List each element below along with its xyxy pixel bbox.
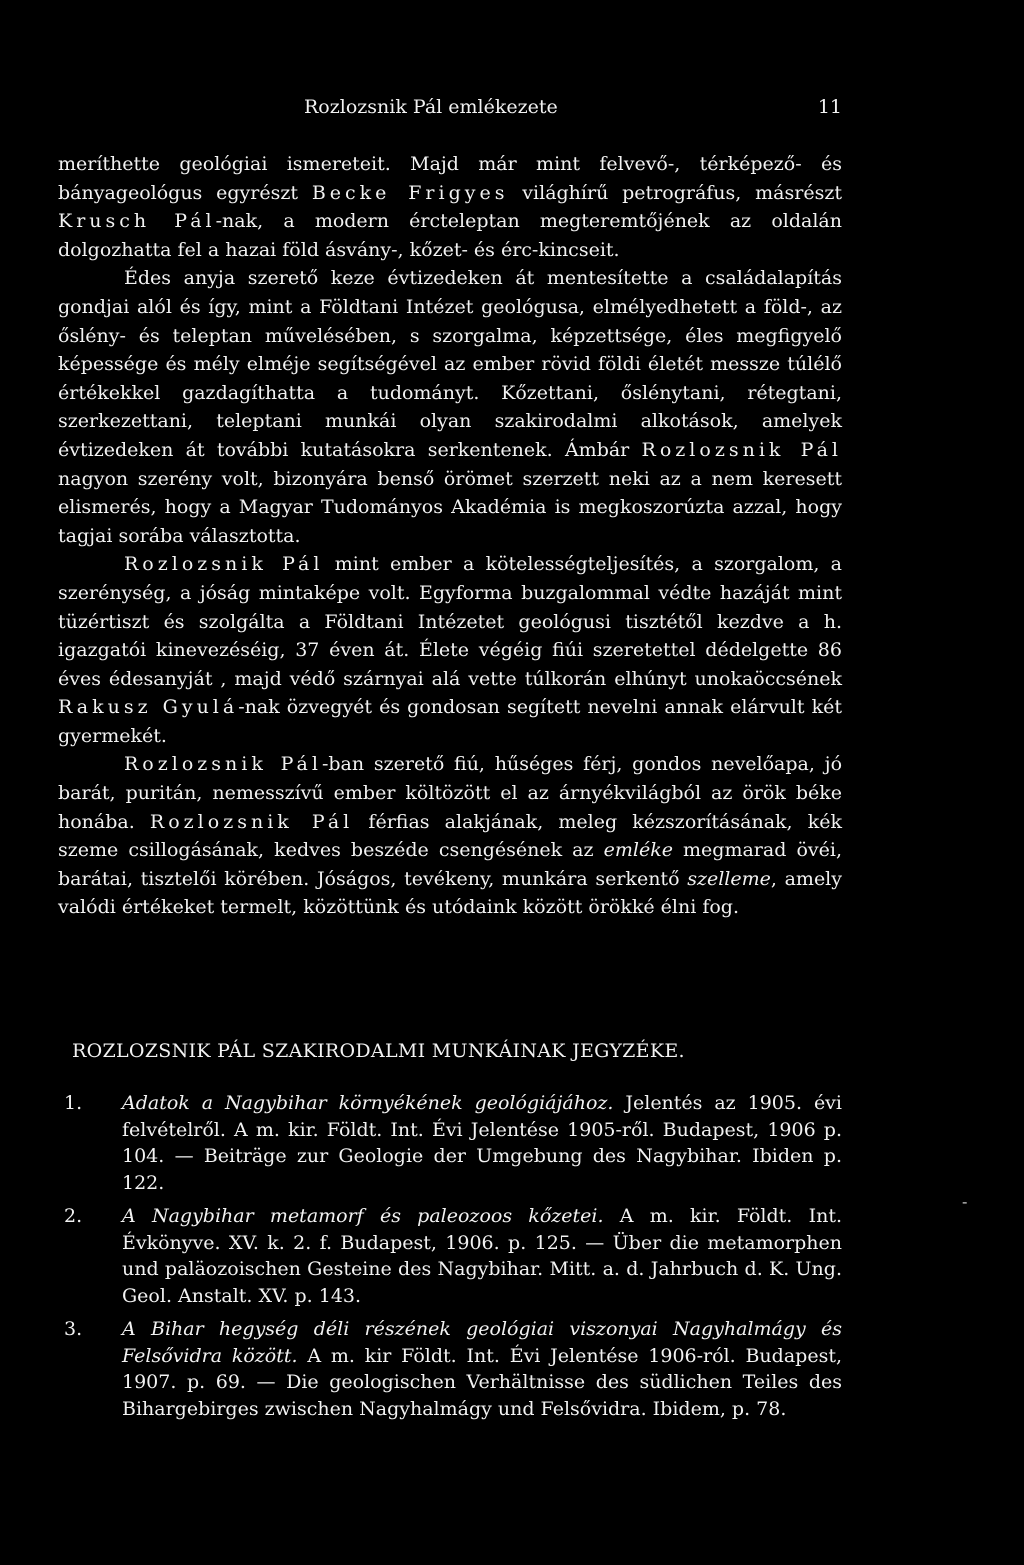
person-name: Becke Frigyes [311, 181, 509, 204]
reference-details: A m. kir. Földt. Int. Évkönyve. XV. k. 2. f. Budapest, 1906. p. 125. — Über die metamorphen und paläozoischen Gesteine des Nagybihar. Mitt. a. d. Jahrbuch d. K. Ung. Geol. Anstalt. XV. p. 143. [122, 1205, 842, 1307]
reference-number: 1. [64, 1092, 83, 1114]
margin-mark: - [962, 1192, 968, 1211]
running-header [58, 96, 842, 126]
person-name: Krusch Pál [58, 210, 216, 233]
reference-number: 2. [64, 1205, 83, 1227]
text-run: férfias alakjának, meleg kézszorításának, kék szeme csillogásának, kedves beszéde csengésének az [58, 810, 842, 862]
text-run: mint ember a kötelességteljesítés, a szorgalom, a szerénység, a jóság mintaképe volt. Egyforma buzgalommal védte hazáját mint tüzértiszt és szolgálta a Földtani Intézetet geológusi tisztétől kezdve a h. igazgatói kinevezéséig, 37 éven át. Élete végéig fiúi szeretettel dédelgette 86 éves édesanyját , majd védő szárnyai alá vette túlkorán elhúnyt unokaöccsének [58, 553, 843, 690]
paragraph [58, 750, 842, 922]
reference-title: Adatok a Nagybihar környékének geológiájához. [122, 1092, 614, 1114]
reference-details: Jelentés az 1905. évi felvételről. A m. kir. Földt. Int. Évi Jelentése 1905-ről. Budapest, 1906 p. 104. — Beiträge zur Geologie der Umgebung des Nagybihar. Ibiden p. 122. [122, 1092, 842, 1194]
reference-item [58, 1316, 842, 1422]
text-run: megmarad övéi, barátai, tisztelői körében. Jóságos, tevékeny, munkára serkentő [58, 839, 842, 890]
paragraph [58, 150, 842, 264]
person-name: Rozlozsnik Pál [124, 753, 322, 776]
text-run: nagyon szerény volt, bizonyára benső örömet szerzett neki az a nem keresett elismerés, hogy a Magyar Tudományos Akadémia is megkoszorúzta azzal, hogy tagjai sorába választotta. [58, 467, 842, 547]
body-text [58, 150, 842, 922]
reference-title: A Nagybihar metamorf és paleozoos kőzetei. [122, 1205, 604, 1227]
person-name: Rozlozsnik Pál [641, 438, 843, 461]
text-run: , amely valódi értékeket termelt, közöttünk és utódaink között örökké élni fog. [58, 867, 842, 919]
text-run: -nak, a modern ércteleptan megteremtőjének az oldalán dolgozhatta fel a hazai föld ásvány-, kőzet- és érc-kincseit. [58, 210, 842, 261]
section-title: ROZLOZSNIK PÁL SZAKIRODALMI MUNKÁINAK JEGYZÉKE. [72, 1040, 685, 1062]
text-run: világhírű petrográfus, másrészt [508, 181, 842, 204]
text-run: -nak özvegyét és gondosan segített nevelni annak elárvult két gyermekét. [58, 696, 842, 747]
reference-title: A Bihar hegység déli részének geológiai viszonyai Nagyhalmágy és Felsővidra között. [122, 1318, 842, 1367]
reference-item [58, 1090, 842, 1196]
reference-list [58, 1090, 842, 1429]
running-title: Rozlozsnik Pál emlékezete [304, 96, 558, 118]
person-name: Rakusz Gyulá [58, 696, 239, 719]
text-run: -ban szerető fiú, hűséges férj, gondos nevelőapa, jó barát, puritán, nemesszívű ember költözött el az árnyékvilágból az örök béke honába. [58, 753, 843, 833]
person-name: Rozlozsnik Pál [124, 553, 324, 576]
text-run: meríthette geológiai ismereteit. Majd már mint felvevő-, térképező- és bányageológus egyrészt [58, 153, 842, 204]
reference-number: 3. [64, 1318, 83, 1340]
text-run: Édes anyja szerető keze évtizedeken át mentesítette a családalapítás gondjai alól és így, mint a Földtani Intézet geológusa, elmélyedhetett a föld-, az őslény- és teleptan művelésében, s szorgalma, képzettsége, éles megfigyelő képessége és mély elméje segítségével az ember rövid földi életét messze túlélő értékekkel gazdagíthatta a tudományt. Kőzettani, őslénytani, rétegtani, szerkezettani, teleptani munkái olyan szakirodalmi alkotások, amelyek évtizedeken át további kutatásokra serkentenek. Ámbár [58, 267, 842, 461]
italic-word: emléke [603, 839, 673, 862]
page-number: 11 [817, 96, 842, 118]
paragraph [58, 264, 842, 550]
paragraph [58, 550, 842, 750]
reference-item [58, 1203, 842, 1309]
person-name: Rozlozsnik Pál [149, 810, 354, 833]
reference-details: A m. kir Földt. Int. Évi Jelentése 1906-ról. Budapest, 1907. p. 69. — Die geologischen Verhältnisse des südlichen Teiles des Bihargebirges zwischen Nagyhalmágy und Felsővidra. Ibidem, p. 78. [122, 1344, 842, 1420]
italic-word: szelleme [687, 867, 771, 890]
